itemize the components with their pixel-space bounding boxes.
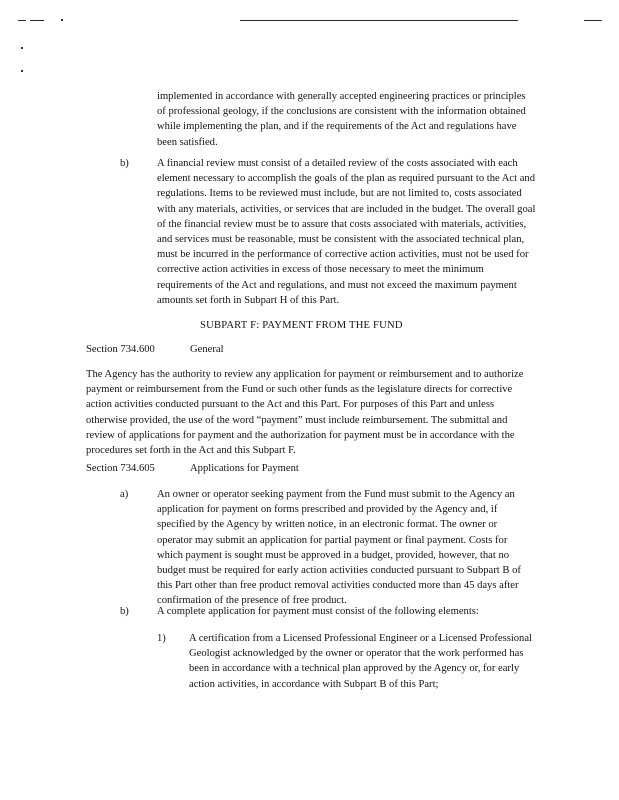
header-rule-right — [584, 20, 602, 21]
item-b-text: A financial review must consist of a detailed review of the costs associated with each element necessary to accomplish the goals of the plan as required pursuant to the Act and regulations. Items to be reviewed must include, but are not limited to, costs associated with any materials, activities, or services that are included in the budget. The overall goal of the financial review must be to assure that costs associated with materials, activities, and services must be reasonable, must be consistent with the associated technical plan, must be incurred in the performance of corrective action activities, must not be used for corrective action activities in excess of those necessary to meet the minimum requirements of the Act and regulations, and must not exceed the maximum payment amounts set forth in Subpart H of this Part. — [157, 158, 536, 306]
item-605b1-label: 1) — [157, 633, 166, 644]
item-605b-text: A complete application for payment must consist of the following elements: — [157, 606, 479, 617]
section-600-title: General — [190, 344, 224, 355]
item-605b1-text: A certification from a Licensed Professional Engineer or a Licensed Professional Geologist acknowledged by the owner or operator that the work performed has been in accordance with a technical plan approved by the Agency or, for early action activities, in accordance with Subpart B of this Part; — [189, 633, 533, 690]
header-speck — [61, 19, 63, 21]
section-605-title: Applications for Payment — [190, 463, 299, 474]
item-605a-label: a) — [120, 489, 129, 500]
item-b-label: b) — [120, 158, 129, 169]
margin-speck-2 — [21, 70, 23, 72]
item-605a-text: An owner or operator seeking payment from the Fund must submit to the Agency an application for payment on forms prescribed and provided by the Agency and, if specified by the Agency by written notice, in an electronic format. The owner or operator may submit an application for partial payment or final payment. Costs for which payment is sought must be approved in a budget, provided, however, that no budget must be required for early action activities conducted pursuant to Subpart B of this Part other than free product removal activities conducted more than 45 days after confirmation of the presence of free product. — [157, 489, 521, 607]
subpart-heading: SUBPART F: PAYMENT FROM THE FUND — [200, 320, 403, 331]
general-paragraph: The Agency has the authority to review any application for payment or reimbursement and to authorize payment or reimbursement from the Fund or such other funds as the legislature directs for corrective action activities conducted pursuant to the Act and this Part. For purposes of this Part and unless otherwise provided, the use of the word “payment” must include reimbursement. The submittal and review of applications for payment and the authorization for payment must be in accordance with the procedures set forth in the Act and this Subpart F. — [86, 369, 524, 457]
section-605-number: Section 734.605 — [86, 463, 155, 474]
header-rule-left-1 — [18, 20, 26, 21]
continued-paragraph: implemented in accordance with generally accepted engineering practices or principles of professional geology, if the conclusions are consistent with the information obtained while implementing the plan, and if the requirements of the Act and regulations have been satisfied. — [157, 91, 526, 148]
header-rule-center — [240, 20, 518, 21]
section-600-number: Section 734.600 — [86, 344, 155, 355]
header-rule-left-2 — [30, 20, 44, 21]
margin-speck-1 — [21, 47, 23, 49]
item-605b-label: b) — [120, 606, 129, 617]
